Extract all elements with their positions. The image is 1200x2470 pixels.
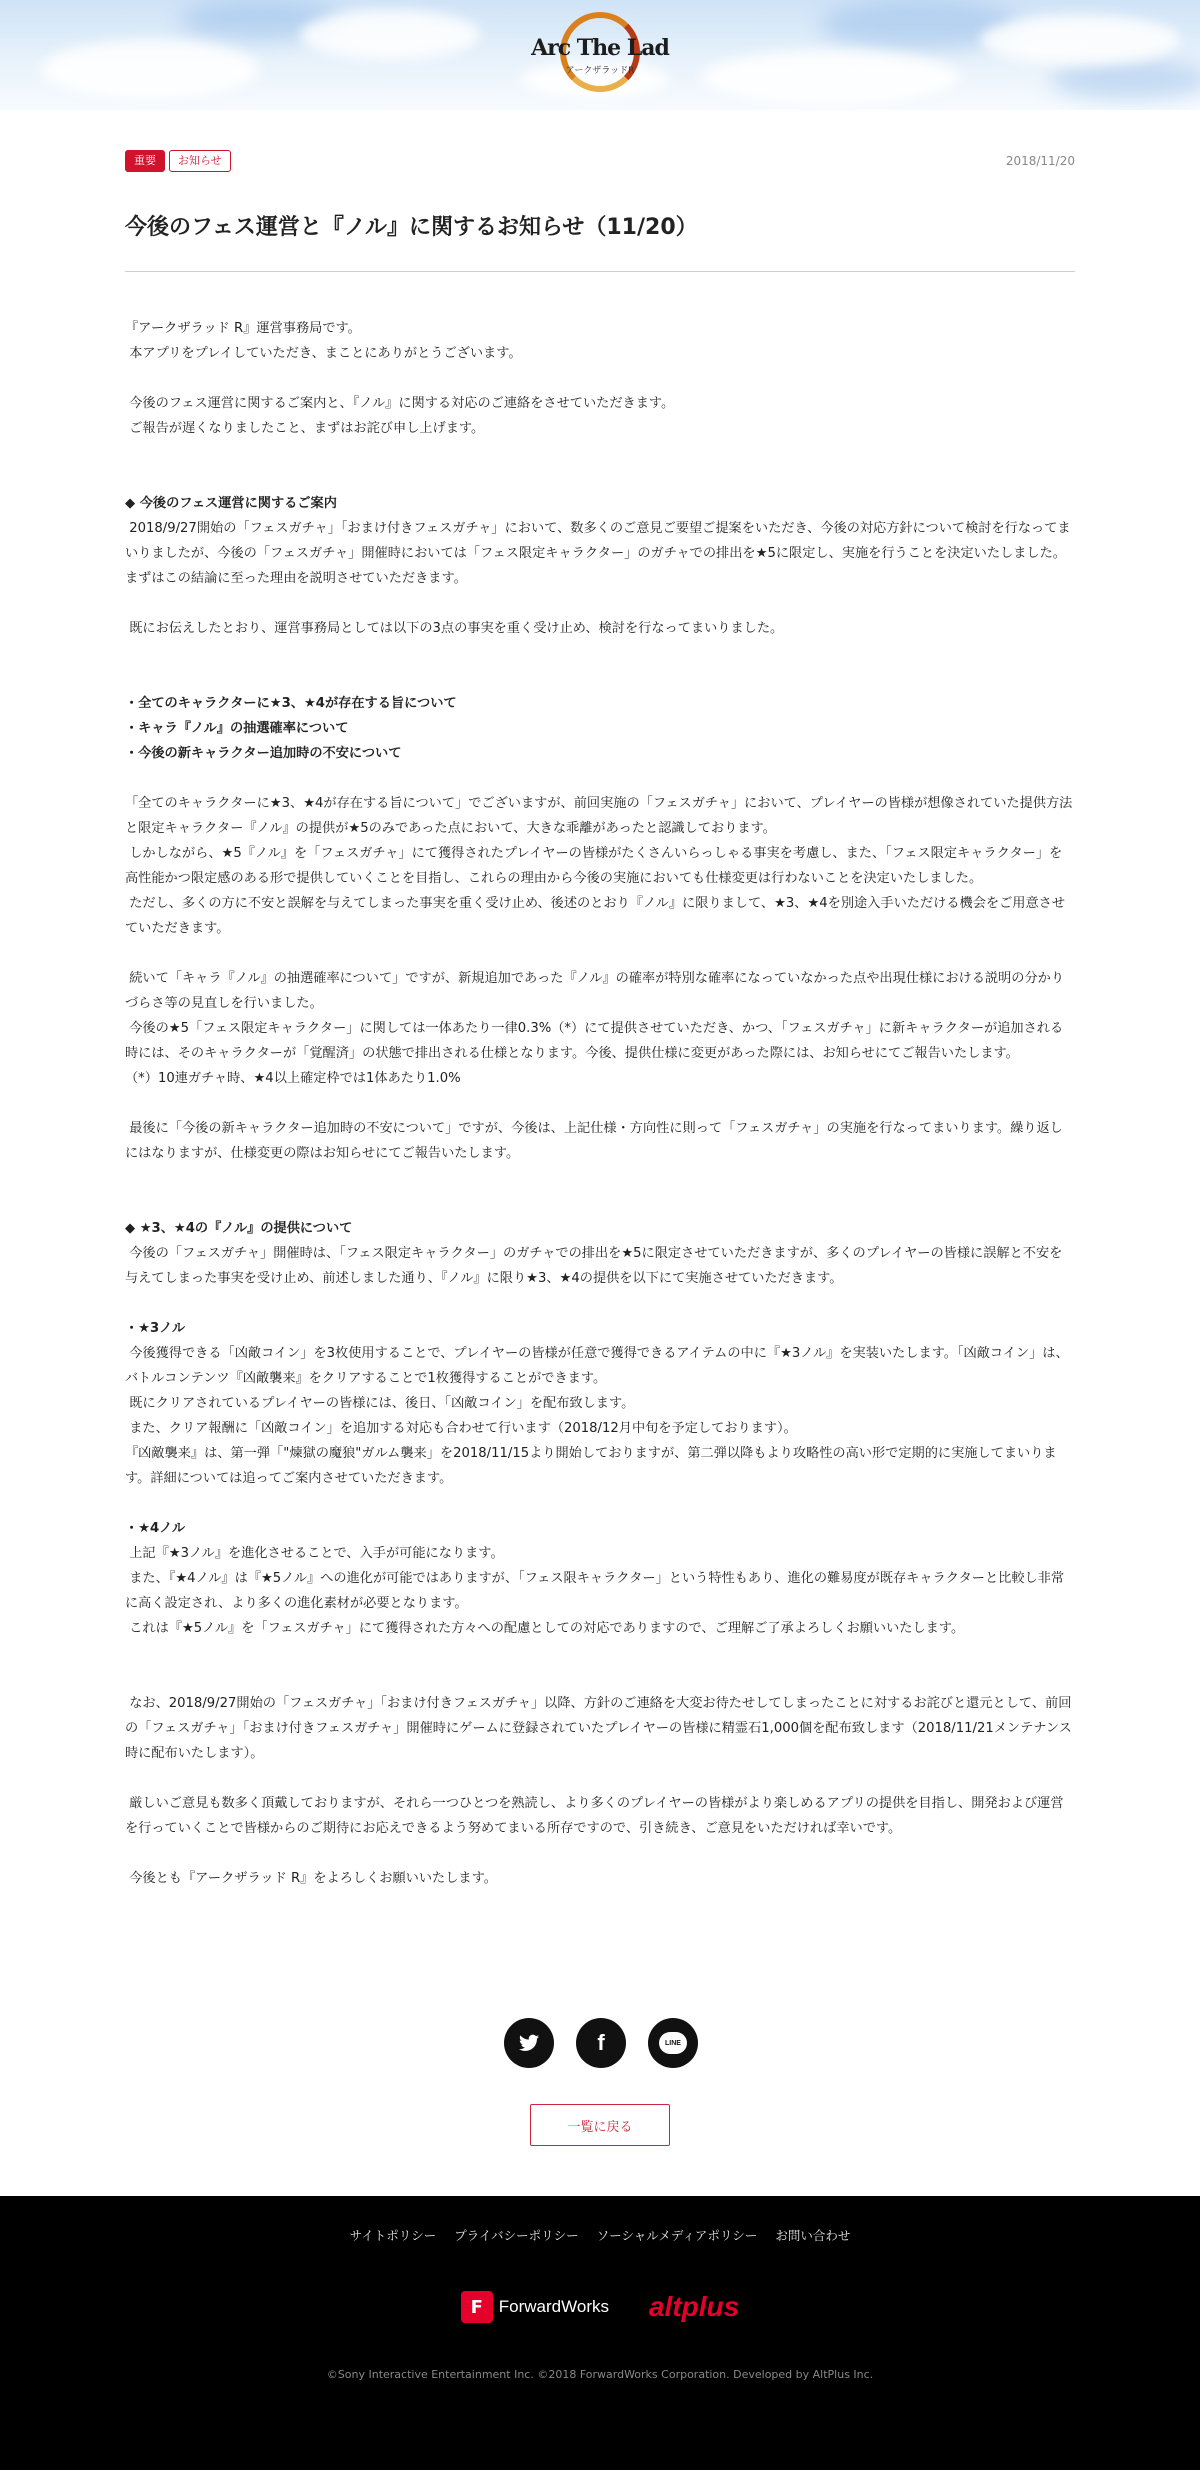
article-paragraph: なお、2018/9/27開始の「フェスガチャ」「おまけ付きフェスガチャ」以降、方針のご連絡を大変お待たせしてしまったことに対するお詫びと還元として、前回の「フェスガチャ」「おまけ付きフェスガチャ」開催時にゲームに登録されていたプレイヤーの皆様に精霊石1,000個を配布致します（2018/11/21メンテナンス時に配布いたします）。 — [125, 1696, 1072, 1761]
article-paragraph: ◆ ★3、★4の『ノル』の提供について — [125, 1221, 353, 1236]
share-line-button[interactable] — [648, 2018, 698, 2068]
article-paragraph: ・今後の新キャラクター追加時の不安について — [125, 746, 402, 761]
paragraph-spacer — [125, 1191, 1075, 1216]
article-paragraph: ◆ 今後のフェス運営に関するご案内 — [125, 496, 337, 511]
article-paragraph: これは『★5ノル』を「フェスガチャ」にて獲得された方々への配慮としての対応でありますので、ご理解ご了承よろしくお願いいたします。 — [125, 1621, 965, 1636]
logo-subtitle: アークザラッドR — [565, 65, 635, 76]
paragraph-spacer — [125, 766, 1075, 791]
article-paragraph: ただし、多くの方に不安と誤解を与えてしまった事実を重く受け止め、後述のとおり『ノル』に限りまして、★3、★4を別途入手いただける機会をご用意させていただきます。 — [125, 896, 1066, 936]
paragraph-spacer — [125, 1666, 1075, 1691]
paragraph-spacer — [125, 1491, 1075, 1516]
line-icon-label: LINE — [665, 2039, 681, 2047]
cloud-decoration — [40, 40, 260, 100]
article-paragraph: また、クリア報酬に「凶敵コイン」を追加する対応も合わせて行います（2018/12月中旬を予定しております）。 — [125, 1421, 797, 1436]
facebook-icon: f — [597, 2030, 605, 2055]
paragraph-spacer — [125, 366, 1075, 391]
article-paragraph: 今後獲得できる「凶敵コイン」を3枚使用することで、プレイヤーの皆様が任意で獲得できるアイテムの中に『★3ノル』を実装いたします。「凶敵コイン」は、バトルコンテンツ『凶敵襲来』をクリアすることで1枚獲得することができます。 — [125, 1346, 1069, 1386]
article-paragraph: 本アプリをプレイしていただき、まことにありがとうございます。 — [125, 346, 522, 361]
site-header — [0, 0, 1200, 110]
article-paragraph: 既にクリアされているプレイヤーの皆様には、後日、「凶敵コイン」を配布致します。 — [125, 1396, 635, 1411]
paragraph-spacer — [125, 1091, 1075, 1116]
paragraph-spacer — [125, 1841, 1075, 1866]
article-paragraph: 最後に「今後の新キャラクター追加時の不安について」ですが、今後は、上記仕様・方向性に則って「フェスガチャ」の実施を行なってまいります。繰り返しにはなりますが、仕様変更の際はお知らせにてご報告いたします。 — [125, 1121, 1063, 1161]
footer-link-contact[interactable]: お問い合わせ — [775, 2228, 851, 2243]
article-paragraph: ご報告が遅くなりましたこと、まずはお詫び申し上げます。 — [125, 421, 485, 436]
back-to-list-button[interactable]: 一覧に戻る — [530, 2104, 670, 2146]
line-icon — [659, 2032, 687, 2054]
forwardworks-text: ForwardWorks — [498, 2297, 609, 2316]
footer-nav — [0, 2226, 1200, 2244]
copyright-text: ©Sony Interactive Entertainment Inc. ©2018 ForwardWorks Corporation. Developed by AltPlus Inc. — [326, 2368, 874, 2381]
cloud-decoration — [700, 50, 960, 105]
article-paragraph: 『アークザラッド R』運営事務局です。 — [125, 321, 361, 336]
article-paragraph: 既にお伝えしたとおり、運営事務局としては以下の3点の事実を重く受け止め、検討を行なってまいりました。 — [125, 621, 784, 636]
site-logo[interactable] — [531, 10, 669, 100]
footer-link-social-media-policy[interactable]: ソーシャルメディアポリシー — [596, 2228, 758, 2243]
article-paragraph: 2018/9/27開始の「フェスガチャ」「おまけ付きフェスガチャ」において、数多くのご意見ご要望ご提案をいただき、今後の対応方針について検討を行なってまいりましたが、今後の「フェスガチャ」開催時においては「フェス限定キャラクター」のガチャでの排出を★5に限定し、実施を行うことを決定いたしました。まずはこの結論に至った理由を説明させていただきます。 — [125, 521, 1071, 586]
article-paragraph: （*）10連ガチャ時、★4以上確定枠では1体あたり1.0% — [125, 1071, 461, 1086]
article-paragraph: ・キャラ『ノル』の抽選確率について — [125, 721, 349, 736]
article-date: 2018/11/20 — [1005, 154, 1075, 168]
article-body — [125, 316, 1075, 1891]
paragraph-spacer — [125, 441, 1075, 466]
article-paragraph: また、『★4ノル』は『★5ノル』への進化が可能ではありますが、「フェス限キャラクター」という特性もあり、進化の難易度が既存キャラクターと比較し非常に高く設定され、より多くの進化素材が必要となります。 — [125, 1571, 1065, 1611]
share-twitter-button[interactable] — [504, 2018, 554, 2068]
news-article — [125, 150, 1075, 1891]
article-paragraph: 厳しいご意見も数多く頂戴しておりますが、それら一つひとつを熟読し、より多くのプレイヤーの皆様がより楽しめるアプリの提供を目指し、開発および運営を行っていくことで皆様からのご期待にお応えできるよう努めてまいる所存ですので、引き続き、ご意見をいただければ幸いです。 — [125, 1796, 1064, 1836]
article-paragraph: ・★4ノル — [125, 1521, 186, 1536]
paragraph-spacer — [125, 1291, 1075, 1316]
article-paragraph: ・全てのキャラクターに★3、★4が存在する旨について — [125, 696, 457, 711]
paragraph-spacer — [125, 1766, 1075, 1791]
paragraph-spacer — [125, 1641, 1075, 1666]
article-paragraph: ・★3ノル — [125, 1321, 186, 1336]
badge-notice: お知らせ — [169, 150, 231, 172]
altplus-logo[interactable]: altplus — [648, 2291, 740, 2322]
footer-logos — [0, 2291, 1200, 2323]
share-buttons — [504, 2018, 698, 2068]
article-paragraph: 「全てのキャラクターに★3、★4が存在する旨について」でございますが、前回実施の「フェスガチャ」において、プレイヤーの皆様が想像されていた提供方法と限定キャラクター『ノル』の提供が★5のみであった点において、大きな乖離があったと認識しております。 — [125, 796, 1073, 836]
paragraph-spacer — [125, 591, 1075, 616]
article-paragraph: 今後とも『アークザラッド R』をよろしくお願いいたします。 — [125, 1871, 497, 1886]
article-meta — [125, 150, 1075, 172]
article-paragraph: しかしながら、★5『ノル』を「フェスガチャ」にて獲得されたプレイヤーの皆様がたくさんいらっしゃる事実を考慮し、また、「フェス限定キャラクター」を高性能かつ限定感のある形で提供していくことを目指し、これらの理由から今後の実施においても仕様変更は行わないことを決定いたしました。 — [125, 846, 1063, 886]
article-paragraph: 上記『★3ノル』を進化させることで、入手が可能になります。 — [125, 1546, 504, 1561]
article-paragraph: 『凶敵襲来』は、第一弾「"煉獄の魔狼"ガルム襲来」を2018/11/15より開始しておりますが、第二弾以降もより攻略性の高い形で定期的に実施してまいります。詳細については追ってご案内させていただきます。 — [125, 1446, 1057, 1486]
footer-link-privacy-policy[interactable]: プライバシーポリシー — [454, 2228, 579, 2243]
article-title: 今後のフェス運営と『ノル』に関するお知らせ（11/20） — [125, 210, 1075, 272]
forwardworks-logo[interactable] — [461, 2291, 609, 2323]
site-footer — [0, 2196, 1200, 2470]
twitter-icon — [519, 2034, 539, 2052]
paragraph-spacer — [125, 666, 1075, 691]
article-paragraph: 今後の「フェスガチャ」開催時は、「フェス限定キャラクター」のガチャでの排出を★5に限定させていただきますが、多くのプレイヤーの皆様に誤解と不安を与えてしまった事実を受け止め、前述しました通り、『ノル』に限り★3、★4の提供を以下にて実施させていただきます。 — [125, 1246, 1063, 1286]
paragraph-spacer — [125, 941, 1075, 966]
share-facebook-button[interactable] — [576, 2018, 626, 2068]
forwardworks-mark-icon: F — [461, 2291, 493, 2323]
logo-text: Arc The Lad — [531, 34, 669, 61]
paragraph-spacer — [125, 641, 1075, 666]
cloud-decoration — [300, 10, 480, 60]
paragraph-spacer — [125, 466, 1075, 491]
cloud-decoration — [980, 15, 1180, 65]
badge-important: 重要 — [125, 150, 165, 172]
article-paragraph: 続いて「キャラ『ノル』の抽選確率について」ですが、新規追加であった『ノル』の確率が特別な確率になっていなかった点や出現仕様における説明の分かりづらさ等の見直しを行いました。 — [125, 971, 1065, 1011]
article-paragraph: 今後のフェス運営に関するご案内と、『ノル』に関する対応のご連絡をさせていただきます。 — [125, 396, 675, 411]
sky-decoration — [1050, 60, 1200, 100]
paragraph-spacer — [125, 1166, 1075, 1191]
article-paragraph: 今後の★5「フェス限定キャラクター」に関しては一体あたり一律0.3%（*）にて提供させていただき、かつ、「フェスガチャ」に新キャラクターが追加される時には、そのキャラクターが「覚醒済」の状態で排出される仕様となります。今後、提供仕様に変更があった際には、お知らせにてご報告いたします。 — [125, 1021, 1064, 1061]
footer-link-site-policy[interactable]: サイトポリシー — [349, 2228, 437, 2243]
